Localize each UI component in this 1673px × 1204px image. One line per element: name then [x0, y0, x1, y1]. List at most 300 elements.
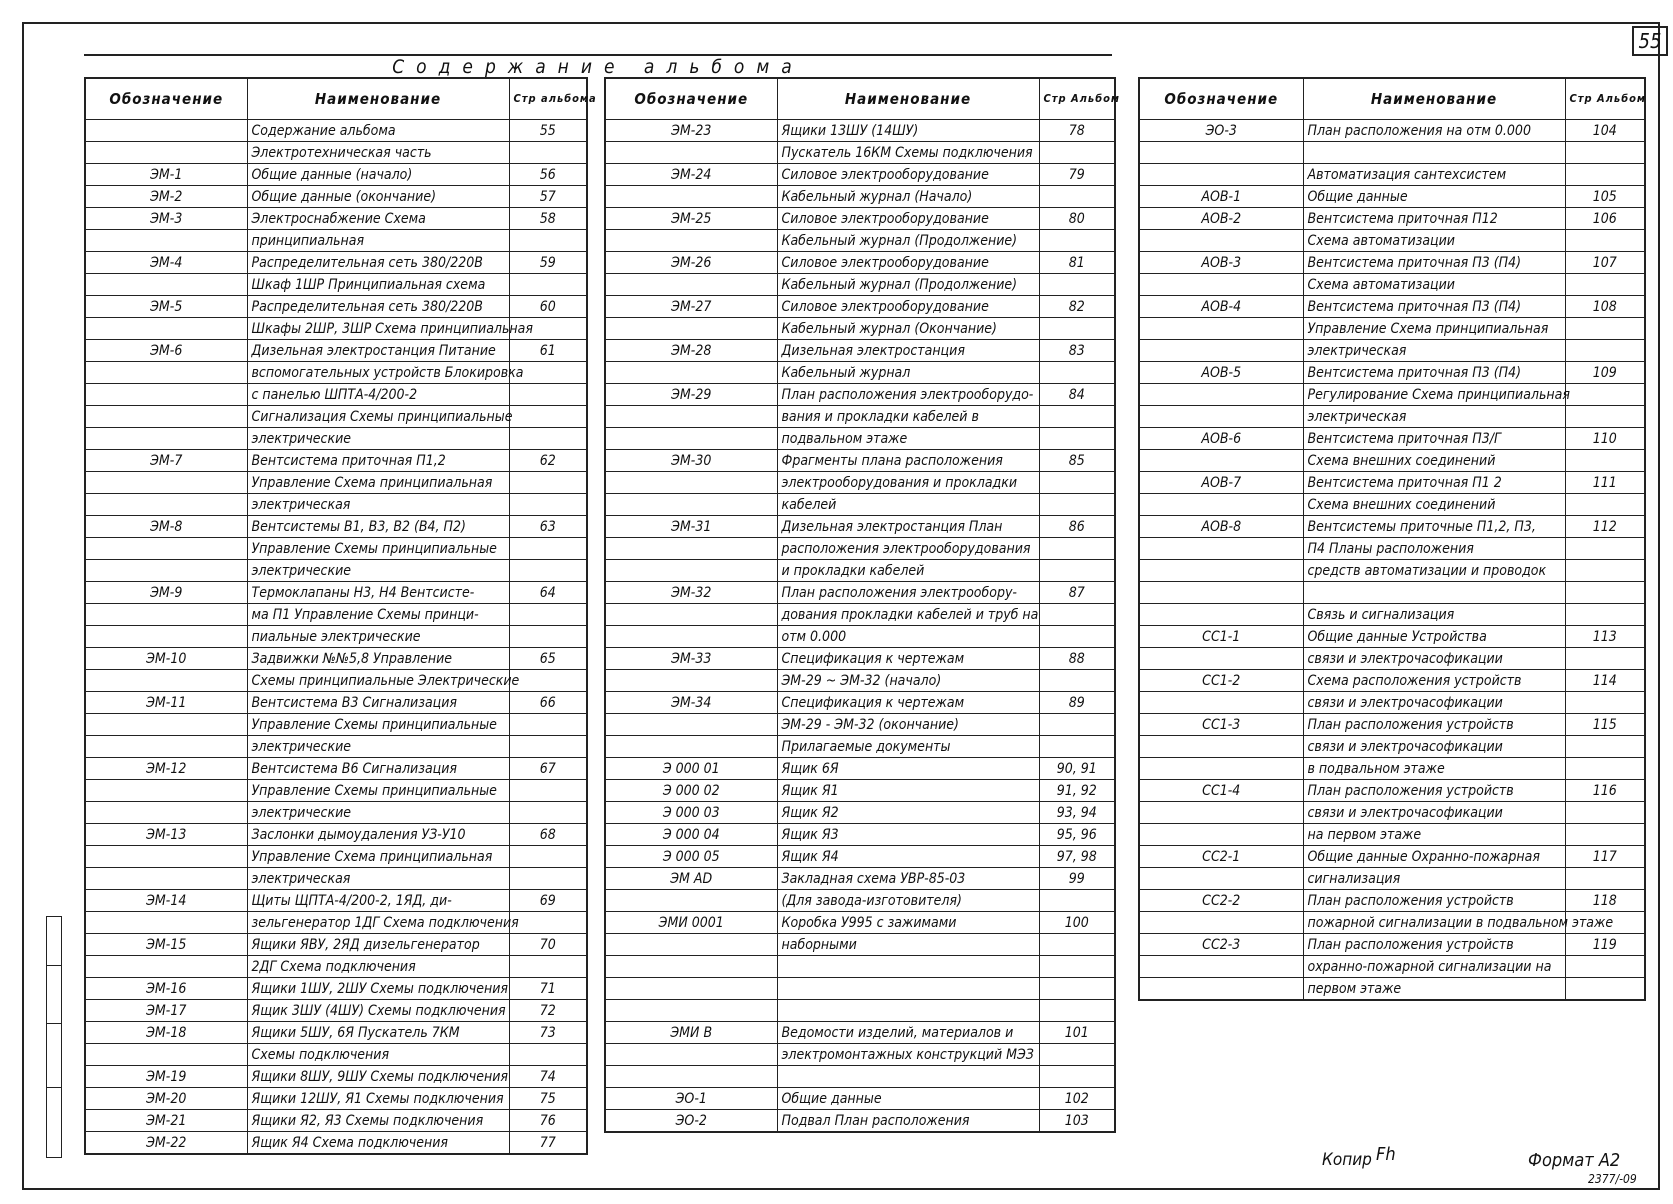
row-page	[1039, 560, 1115, 582]
row-code	[85, 318, 247, 340]
row-page: 99	[1039, 868, 1115, 890]
row-code: СС2-1	[1139, 846, 1303, 868]
row-code	[85, 384, 247, 406]
row-code: СС1-4	[1139, 780, 1303, 802]
row-page	[1039, 142, 1115, 164]
row-name: вспомогательных устройств Блокировка	[247, 362, 509, 384]
row-page: 56	[509, 164, 587, 186]
row-page	[1039, 1000, 1115, 1022]
row-name: Подвал План расположения	[777, 1110, 1039, 1133]
row-code	[605, 1000, 777, 1022]
row-page: 107	[1565, 252, 1645, 274]
row-code	[1139, 802, 1303, 824]
row-code	[85, 780, 247, 802]
row-page	[1565, 582, 1645, 604]
row-name: связи и электрочасофикации	[1303, 692, 1565, 714]
row-page	[1039, 956, 1115, 978]
row-code: АОВ-7	[1139, 472, 1303, 494]
table-row	[605, 494, 1115, 516]
row-code	[1139, 648, 1303, 670]
row-page	[1565, 318, 1645, 340]
row-name: средств автоматизации и проводок	[1303, 560, 1565, 582]
row-name: Силовое электрооборудование	[777, 164, 1039, 186]
copier-signature: Fh	[1376, 1144, 1396, 1165]
row-page	[1565, 538, 1645, 560]
table-row	[1139, 230, 1645, 252]
header-page: Стр Альбом	[1565, 78, 1645, 120]
row-code	[85, 670, 247, 692]
row-name: Шкаф 1ШР Принципиальная схема	[247, 274, 509, 296]
row-name: Регулирование Схема принципиальная	[1303, 384, 1565, 406]
table-row	[605, 538, 1115, 560]
row-page	[1565, 802, 1645, 824]
row-code: Э 000 03	[605, 802, 777, 824]
row-name: электрическая	[247, 494, 509, 516]
row-code	[85, 230, 247, 252]
row-name: Задвижки №№5,8 Управление	[247, 648, 509, 670]
row-page: 103	[1039, 1110, 1115, 1133]
row-code: СС1-2	[1139, 670, 1303, 692]
row-page: 60	[509, 296, 587, 318]
table-row	[85, 384, 587, 406]
table-row	[605, 230, 1115, 252]
table-row	[85, 472, 587, 494]
row-page: 66	[509, 692, 587, 714]
row-page: 74	[509, 1066, 587, 1088]
row-page: 101	[1039, 1022, 1115, 1044]
row-page: 67	[509, 758, 587, 780]
table-row	[605, 670, 1115, 692]
row-name: Схема автоматизации	[1303, 230, 1565, 252]
header-code: Обозначение	[1139, 78, 1303, 120]
row-name: Общие данные	[777, 1088, 1039, 1110]
row-page: 68	[509, 824, 587, 846]
row-page	[509, 956, 587, 978]
row-code: СС2-2	[1139, 890, 1303, 912]
row-page	[1039, 538, 1115, 560]
row-page	[1565, 692, 1645, 714]
row-page	[1565, 274, 1645, 296]
row-code	[85, 956, 247, 978]
row-code: ЭМ-31	[605, 516, 777, 538]
row-page	[509, 560, 587, 582]
row-page	[1565, 142, 1645, 164]
table-row	[85, 494, 587, 516]
row-code	[85, 802, 247, 824]
row-page: 78	[1039, 120, 1115, 142]
row-code	[1139, 582, 1303, 604]
row-page: 117	[1565, 846, 1645, 868]
row-name: расположения электрооборудования	[777, 538, 1039, 560]
row-name: Спецификация к чертежам	[777, 692, 1039, 714]
row-name: Схема расположения устройств	[1303, 670, 1565, 692]
row-page: 95, 96	[1039, 824, 1115, 846]
row-name: Кабельный журнал (Продолжение)	[777, 274, 1039, 296]
row-code: ЭМ-26	[605, 252, 777, 274]
table-row	[85, 868, 587, 890]
row-name: Управление Схемы принципиальные	[247, 538, 509, 560]
table-row	[605, 1044, 1115, 1066]
row-code: ЭМИ 0001	[605, 912, 777, 934]
table-row	[605, 626, 1115, 648]
row-name: кабелей	[777, 494, 1039, 516]
table-row	[85, 450, 587, 472]
table-row	[85, 142, 587, 164]
row-page	[1039, 406, 1115, 428]
row-page: 115	[1565, 714, 1645, 736]
row-name: Схема внешних соединений	[1303, 450, 1565, 472]
row-page	[509, 274, 587, 296]
table-row	[1139, 120, 1645, 142]
row-name: подвальном этаже	[777, 428, 1039, 450]
table-row	[85, 648, 587, 670]
row-code	[1139, 274, 1303, 296]
row-page: 72	[509, 1000, 587, 1022]
row-page: 110	[1565, 428, 1645, 450]
row-code: ЭМ-22	[85, 1132, 247, 1155]
row-code	[605, 230, 777, 252]
row-code	[605, 142, 777, 164]
table-row	[85, 516, 587, 538]
row-name: Ящики Я2, Я3 Схемы подключения	[247, 1110, 509, 1132]
table-row	[605, 340, 1115, 362]
table-row	[85, 296, 587, 318]
row-name: Вентсистема В6 Сигнализация	[247, 758, 509, 780]
row-code: ЭМ-30	[605, 450, 777, 472]
row-code: АОВ-2	[1139, 208, 1303, 230]
row-code: ЭМ-7	[85, 450, 247, 472]
row-code	[85, 362, 247, 384]
row-page	[509, 626, 587, 648]
table-row	[85, 186, 587, 208]
table-row	[85, 582, 587, 604]
table-row	[85, 714, 587, 736]
row-name: Вентсистема приточная П3/Г	[1303, 428, 1565, 450]
row-code: ЭО-1	[605, 1088, 777, 1110]
row-page: 69	[509, 890, 587, 912]
row-page: 100	[1039, 912, 1115, 934]
header-page: Стр альбома	[509, 78, 587, 120]
row-code: ЭМ-23	[605, 120, 777, 142]
table-row	[85, 1000, 587, 1022]
row-code: ЭМ-16	[85, 978, 247, 1000]
row-code	[1139, 164, 1303, 186]
table-row	[1139, 208, 1645, 230]
row-page	[509, 912, 587, 934]
row-page	[1565, 868, 1645, 890]
table-row	[1139, 604, 1645, 626]
row-code	[605, 978, 777, 1000]
row-page	[1565, 604, 1645, 626]
table-row	[85, 824, 587, 846]
row-code: ЭМ-33	[605, 648, 777, 670]
row-name: Ящики 1ШУ, 2ШУ Схемы подключения	[247, 978, 509, 1000]
row-name: Управление Схемы принципиальные	[247, 714, 509, 736]
table-row	[605, 714, 1115, 736]
table-row	[1139, 494, 1645, 516]
row-name: Силовое электрооборудование	[777, 252, 1039, 274]
row-code	[605, 472, 777, 494]
header-code: Обозначение	[605, 78, 777, 120]
table-row	[1139, 978, 1645, 1001]
row-name: ЭМ-29 ~ ЭМ-32 (начало)	[777, 670, 1039, 692]
row-name: зельгенератор 1ДГ Схема подключения	[247, 912, 509, 934]
row-page	[1565, 560, 1645, 582]
row-code: ЭМ-1	[85, 164, 247, 186]
row-code	[85, 494, 247, 516]
row-code: ЭМИ В	[605, 1022, 777, 1044]
row-name: Управление Схема принципиальная	[1303, 318, 1565, 340]
table-row	[1139, 362, 1645, 384]
table-row	[85, 230, 587, 252]
row-page: 82	[1039, 296, 1115, 318]
row-name: Ящик 6Я	[777, 758, 1039, 780]
row-name: Вентсистема В3 Сигнализация	[247, 692, 509, 714]
row-code: ЭМ-4	[85, 252, 247, 274]
row-name: Ящик Я3	[777, 824, 1039, 846]
row-name: Закладная схема УВР-85-03	[777, 868, 1039, 890]
table-row	[1139, 274, 1645, 296]
row-name	[1303, 582, 1565, 604]
row-code	[1139, 560, 1303, 582]
table-row	[605, 934, 1115, 956]
header-name: Наименование	[247, 78, 509, 120]
row-page: 89	[1039, 692, 1115, 714]
row-name: электрические	[247, 428, 509, 450]
table-row	[1139, 582, 1645, 604]
row-name: Коробка У995 с зажимами	[777, 912, 1039, 934]
row-name: Ящики 12ШУ, Я1 Схемы подключения	[247, 1088, 509, 1110]
row-code	[605, 538, 777, 560]
row-name: План расположения устройств	[1303, 714, 1565, 736]
row-name: дования прокладки кабелей и труб на	[777, 604, 1039, 626]
row-code	[85, 912, 247, 934]
row-page: 73	[509, 1022, 587, 1044]
table-row	[605, 1000, 1115, 1022]
row-name: Электротехническая часть	[247, 142, 509, 164]
row-name: Распределительная сеть 380/220В	[247, 296, 509, 318]
row-name: План расположения электрообору-	[777, 582, 1039, 604]
row-code	[85, 1044, 247, 1066]
row-name: План расположения устройств	[1303, 934, 1565, 956]
album-title: Содержание альбома	[84, 54, 1112, 79]
row-name: Кабельный журнал (Окончание)	[777, 318, 1039, 340]
row-code	[1139, 978, 1303, 1001]
table-row	[1139, 340, 1645, 362]
row-code	[1139, 868, 1303, 890]
row-name: электрическая	[1303, 340, 1565, 362]
row-name: Силовое электрооборудование	[777, 208, 1039, 230]
row-name: Ящик Я2	[777, 802, 1039, 824]
row-page	[1039, 318, 1115, 340]
row-name	[1303, 142, 1565, 164]
table-row	[85, 802, 587, 824]
row-page: 87	[1039, 582, 1115, 604]
row-page	[509, 538, 587, 560]
row-code: АОВ-5	[1139, 362, 1303, 384]
row-name: пожарной сигнализации в подвальном этаже	[1303, 912, 1565, 934]
row-page	[1039, 186, 1115, 208]
row-page: 105	[1565, 186, 1645, 208]
row-page: 106	[1565, 208, 1645, 230]
row-page	[1039, 626, 1115, 648]
row-page	[1039, 472, 1115, 494]
row-code	[605, 428, 777, 450]
page-number: 55	[1632, 26, 1668, 56]
table-row	[605, 362, 1115, 384]
row-name: Спецификация к чертежам	[777, 648, 1039, 670]
table-row	[605, 406, 1115, 428]
row-name	[777, 1000, 1039, 1022]
row-name: Схемы подключения	[247, 1044, 509, 1066]
row-page: 109	[1565, 362, 1645, 384]
row-code	[1139, 384, 1303, 406]
table-row	[1139, 802, 1645, 824]
row-code	[1139, 758, 1303, 780]
row-page	[1565, 406, 1645, 428]
table-row	[605, 208, 1115, 230]
row-code	[605, 186, 777, 208]
row-name: Кабельный журнал	[777, 362, 1039, 384]
table-row	[1139, 670, 1645, 692]
table-row	[85, 252, 587, 274]
table-row	[605, 780, 1115, 802]
row-code: АОВ-6	[1139, 428, 1303, 450]
row-code: ЭМ-2	[85, 186, 247, 208]
row-code	[605, 670, 777, 692]
table-row	[1139, 186, 1645, 208]
row-code	[1139, 538, 1303, 560]
table-row	[605, 846, 1115, 868]
row-name: наборными	[777, 934, 1039, 956]
row-name: Кабельный журнал (Продолжение)	[777, 230, 1039, 252]
row-page: 71	[509, 978, 587, 1000]
row-name: Вентсистема приточная П3 (П4)	[1303, 362, 1565, 384]
row-name: электрические	[247, 802, 509, 824]
row-page	[1565, 758, 1645, 780]
document-number: 2377/-09	[1588, 1172, 1637, 1186]
table-row	[1139, 758, 1645, 780]
table-row	[605, 1110, 1115, 1133]
row-code: ЭМ-14	[85, 890, 247, 912]
row-code	[1139, 604, 1303, 626]
row-page: 83	[1039, 340, 1115, 362]
row-page: 76	[509, 1110, 587, 1132]
row-page: 119	[1565, 934, 1645, 956]
row-name: принципиальная	[247, 230, 509, 252]
row-code	[85, 626, 247, 648]
row-code	[85, 406, 247, 428]
row-code: СС1-3	[1139, 714, 1303, 736]
row-code	[605, 362, 777, 384]
table-row	[605, 824, 1115, 846]
row-name: (Для завода-изготовителя)	[777, 890, 1039, 912]
table-row	[1139, 318, 1645, 340]
table-row	[85, 1044, 587, 1066]
row-name: вания и прокладки кабелей в	[777, 406, 1039, 428]
row-page	[1039, 978, 1115, 1000]
row-name: Ящики 5ШУ, 6Я Пускатель 7КМ	[247, 1022, 509, 1044]
row-code	[605, 406, 777, 428]
table-row	[85, 120, 587, 142]
table-row	[85, 538, 587, 560]
row-name: Автоматизация сантехсистем	[1303, 164, 1565, 186]
row-page	[509, 472, 587, 494]
row-name: Ящик Я1	[777, 780, 1039, 802]
row-page: 70	[509, 934, 587, 956]
row-code: СС1-1	[1139, 626, 1303, 648]
table-row	[605, 868, 1115, 890]
row-name: ма П1 Управление Схемы принци-	[247, 604, 509, 626]
table-row	[605, 890, 1115, 912]
row-code: ЭМ-18	[85, 1022, 247, 1044]
table-row	[85, 912, 587, 934]
table-row	[85, 670, 587, 692]
row-page	[1565, 340, 1645, 362]
row-code	[85, 142, 247, 164]
row-page: 62	[509, 450, 587, 472]
row-name: с панелью ШПТА-4/200-2	[247, 384, 509, 406]
row-code: Э 000 04	[605, 824, 777, 846]
row-page	[1039, 714, 1115, 736]
table-row	[85, 846, 587, 868]
row-name: Ящик Я4 Схема подключения	[247, 1132, 509, 1155]
row-page	[509, 428, 587, 450]
row-page: 104	[1565, 120, 1645, 142]
toc-table-2	[604, 77, 1120, 1133]
row-name: сигнализация	[1303, 868, 1565, 890]
row-code	[85, 274, 247, 296]
row-name: первом этаже	[1303, 978, 1565, 1001]
row-name: связи и электрочасофикации	[1303, 802, 1565, 824]
row-page: 97, 98	[1039, 846, 1115, 868]
row-code: ЭМ-27	[605, 296, 777, 318]
table-row	[85, 340, 587, 362]
row-code: ЭМ-8	[85, 516, 247, 538]
row-page: 118	[1565, 890, 1645, 912]
row-page: 84	[1039, 384, 1115, 406]
table-row	[85, 604, 587, 626]
toc-table-3	[1138, 77, 1646, 1001]
row-code	[605, 626, 777, 648]
row-code: СС2-3	[1139, 934, 1303, 956]
row-name: Ящик Я4	[777, 846, 1039, 868]
row-name: на первом этаже	[1303, 824, 1565, 846]
table-row	[85, 626, 587, 648]
table-row	[85, 1066, 587, 1088]
row-name: Содержание альбома	[247, 120, 509, 142]
row-name: Дизельная электростанция План	[777, 516, 1039, 538]
row-page	[1039, 230, 1115, 252]
header-name: Наименование	[1303, 78, 1565, 120]
row-code: ЭМ АD	[605, 868, 777, 890]
table-row	[605, 758, 1115, 780]
row-code	[85, 120, 247, 142]
row-page: 93, 94	[1039, 802, 1115, 824]
row-name: в подвальном этаже	[1303, 758, 1565, 780]
table-row	[85, 978, 587, 1000]
row-page: 102	[1039, 1088, 1115, 1110]
row-page	[1039, 494, 1115, 516]
row-page	[509, 846, 587, 868]
row-name: Ящики 8ШУ, 9ШУ Схемы подключения	[247, 1066, 509, 1088]
header-page: Стр Альбом	[1039, 78, 1115, 120]
table-row	[85, 362, 587, 384]
row-code	[85, 714, 247, 736]
row-name: Щиты ЩПТА-4/200-2, 1ЯД, ди-	[247, 890, 509, 912]
row-name: Электроснабжение Схема	[247, 208, 509, 230]
row-code	[1139, 736, 1303, 758]
